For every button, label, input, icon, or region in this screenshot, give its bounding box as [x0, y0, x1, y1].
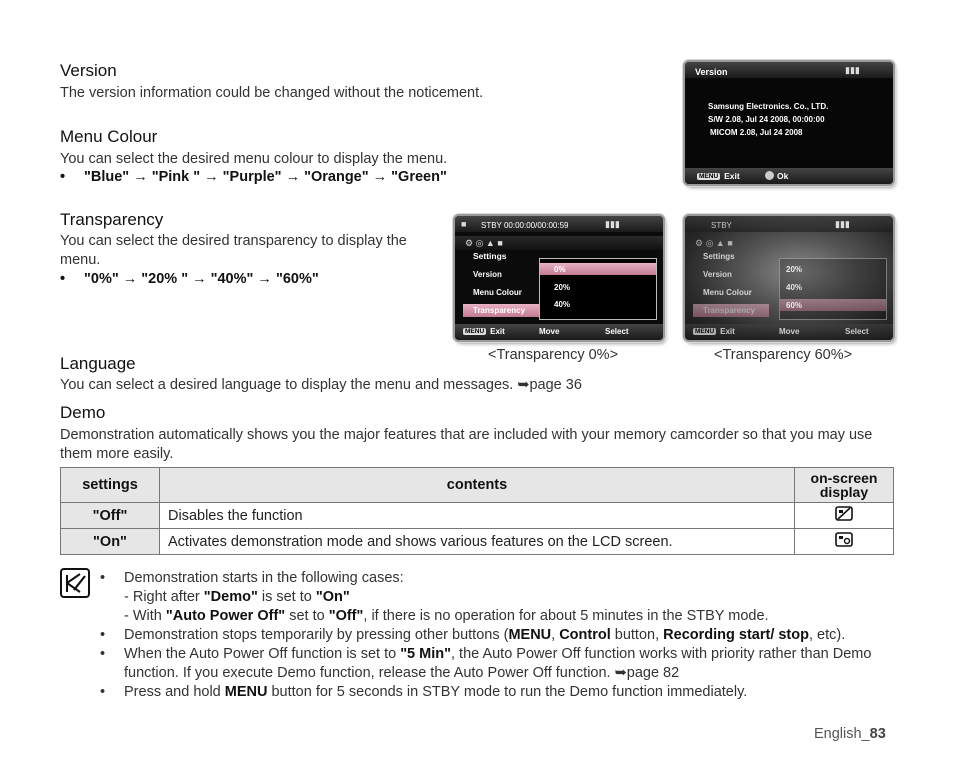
language-text: You can select a desired language to display the menu and messages. ➥page 36 [60, 377, 582, 393]
menu-item-menu-colour: Menu Colour [703, 288, 752, 297]
sub-option-0: 0% [554, 265, 566, 274]
menu-title: Settings [703, 252, 735, 261]
demo-on-icon [835, 531, 853, 548]
sub-option-1: 20% [554, 283, 571, 292]
menu-chip: MENU [695, 328, 715, 335]
select-label: Select [605, 327, 629, 336]
version-heading: Version [60, 61, 117, 80]
menu-item-menu-colour: Menu Colour [473, 288, 522, 297]
sub-option-2: 60% [786, 301, 803, 310]
battery-icon: ▮▮▮ [605, 219, 620, 229]
footer-language: English_ [814, 726, 870, 742]
version-line3: MICOM 2.08, Jul 24 2008 [710, 128, 803, 137]
menu-title: Settings [473, 251, 507, 261]
select-label: Select [845, 327, 869, 336]
caption-transparency-60: <Transparency 60%> [714, 347, 853, 363]
battery-icon: ▮▮▮ [845, 65, 860, 75]
menu-item-transparency: Transparency [463, 304, 539, 317]
menu-chip: MENU [699, 173, 719, 180]
demo-off-icon [835, 505, 853, 522]
header-contents: contents [160, 468, 795, 503]
transparency-60-screen [685, 216, 893, 340]
version-screen-title: Version [695, 67, 728, 77]
note-subitem: - Right after "Demo" is set to "On" [124, 589, 350, 605]
contents-on: Activates demonstration mode and shows various features on the LCD screen. [160, 529, 795, 555]
exit-label: Exit [720, 327, 735, 336]
settings-icon: ⚙ ◎ ▲ ■ [695, 238, 733, 248]
page-footer [814, 725, 886, 744]
transparency-0-screen [455, 216, 663, 340]
exit-label: Exit [490, 327, 505, 336]
header-settings: settings [61, 468, 160, 503]
note-item: • Demonstration starts in the following cases: - Right after "Demo" is set to "On" - With "Auto Power Off" set to "Off", if there is no operation for about 5 minutes in the STBY mode. [100, 569, 890, 626]
menu-colour-text: You can select the desired menu colour to display the menu. [60, 151, 448, 167]
status-text: STBY [711, 221, 732, 230]
settings-icon: ⚙ ◎ ▲ ■ [465, 238, 503, 248]
sub-option-0: 20% [786, 265, 803, 274]
transparency-heading: Transparency [60, 210, 164, 229]
table-header-row [61, 468, 894, 503]
demo-heading: Demo [60, 403, 106, 422]
note-item: • Demonstration stops temporarily by pressing other buttons (MENU, Control button, Recording start/ stop, etc). [100, 626, 890, 645]
caption-transparency-0: <Transparency 0%> [488, 347, 619, 363]
note-subitem: - With "Auto Power Off" set to "Off", if there is no operation for about 5 minutes in the STBY mode. [124, 608, 769, 624]
page-number: 83 [869, 726, 886, 742]
demo-table [60, 467, 894, 555]
menu-chip: MENU [465, 328, 485, 335]
exit-label: Exit [724, 171, 740, 181]
note-item: • When the Auto Power Off function is set to "5 Min", the Auto Power Off function works with priority rather than Demo function. If you execute Demo function, release the Auto Power Off function. ➥page 82 [100, 645, 890, 683]
battery-icon: ▮▮▮ [835, 219, 850, 229]
status-text: STBY 00:00:00/00:00:59 [481, 221, 569, 230]
note-item: • Press and hold MENU button for 5 seconds in STBY mode to run the Demo function immediately. [100, 683, 890, 702]
menu-item-transparency: Transparency [693, 304, 769, 317]
move-label: Move [539, 327, 560, 336]
menu-colour-options: • "Blue" → "Pink " → "Purple" → "Orange" → "Green" [60, 168, 447, 187]
version-text: The version information could be changed without the noticement. [60, 85, 484, 101]
sub-option-2: 40% [554, 300, 571, 309]
version-screen [685, 62, 893, 184]
header-on-screen-display: on-screen display [795, 468, 894, 503]
camera-icon: ■ [461, 219, 467, 229]
setting-on: "On" [61, 529, 160, 555]
ok-icon [765, 171, 774, 180]
notes-list [100, 569, 890, 702]
transparency-text: You can select the desired transparency to display the menu. [60, 233, 407, 268]
setting-off: "Off" [61, 503, 160, 529]
language-heading: Language [60, 354, 136, 373]
table-row [61, 503, 894, 529]
sub-option-1: 40% [786, 283, 803, 292]
note-icon [60, 568, 90, 598]
move-label: Move [779, 327, 800, 336]
contents-off: Disables the function [160, 503, 795, 529]
version-line2: S/W 2.08, Jul 24 2008, 00:00:00 [708, 115, 825, 124]
menu-item-version: Version [703, 270, 732, 279]
menu-colour-heading: Menu Colour [60, 127, 158, 146]
table-row [61, 529, 894, 555]
demo-text: Demonstration automatically shows you the major features that are included with your memory camcorder so that you may use them more easily. [60, 427, 873, 462]
version-line1: Samsung Electronics. Co., LTD. [708, 102, 829, 111]
transparency-options: • "0%" → "20% " → "40%" → "60%" [60, 270, 319, 289]
menu-item-version: Version [473, 270, 502, 279]
ok-label: Ok [777, 171, 789, 181]
